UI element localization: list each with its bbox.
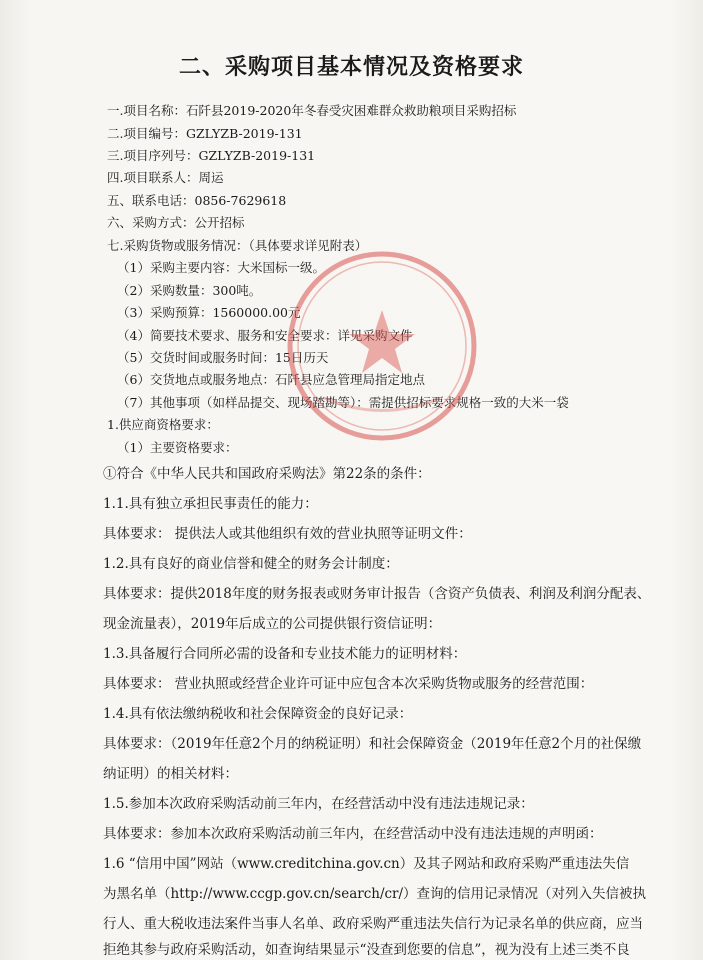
project-serial: 三.项目序列号：GZLYZB-2019-131 (107, 148, 316, 163)
req-1-4-detail-cont: 纳证明）的相关材料： (103, 766, 238, 782)
item-tech-requirements: （4）简要技术要求、服务和安全要求：详见采购文件 (117, 328, 413, 343)
procurement-method: 六、采购方式：公开招标 (107, 215, 245, 230)
req-1-5: 1.5.参加本次政府采购活动前三年内，在经营活动中没有违法违规记录： (103, 796, 534, 812)
req-1-1-detail: 具体要求： 提供法人或其他组织有效的营业执照等证明文件： (103, 526, 472, 542)
contact-phone: 五、联系电话：0856-7629618 (107, 193, 287, 208)
req-1-1: 1.1.具有独立承担民事责任的能力： (103, 496, 318, 512)
req-1-6-cont-2: 行人、重大税收违法案件当事人名单、政府采购严重违法失信行为记录名单的供应商，应当 (103, 916, 643, 932)
supplier-qualification-heading: 1.供应商资格要求： (107, 417, 219, 432)
req-1-6-cont-3: 拒绝其参与政府采购活动，如查询结果显示“没查到您要的信息”，视为没有上述三类不良 (103, 942, 630, 958)
item-other: （7）其他事项（如样品提交、现场踏勘等）：需提供招标要求规格一致的大米一袋 (117, 395, 569, 410)
project-name: 一.项目名称：石阡县2019-2020年冬春受灾困难群众救助粮项目采购招标 (107, 103, 517, 118)
req-1-2: 1.2.具有良好的商业信誉和健全的财务会计制度： (103, 556, 399, 572)
req-1-4-detail: 具体要求：（2019年任意2个月的纳税证明）和社会保障资金（2019年任意2个月的社保缴 (103, 736, 642, 752)
project-number: 二.项目编号：GZLYZB-2019-131 (107, 126, 303, 141)
req-1-2-detail-cont: 现金流量表），2019年后成立的公司提供银行资信证明： (103, 616, 442, 632)
req-1-3-detail: 具体要求： 营业执照或经营企业许可证中应包含本次采购货物或服务的经营范围： (103, 676, 594, 692)
req-1-6-cont-1: 为黑名单（http://www.ccgp.gov.cn/search/cr/）查询的信用记录情况（对列入失信被执 (103, 886, 647, 902)
item-main-content: （1）采购主要内容：大米国标一级。 (117, 260, 325, 275)
item-delivery-time: （5）交货时间或服务时间：15日历天 (117, 350, 329, 365)
page-title: 二、采购项目基本情况及资格要求 (178, 54, 524, 80)
req-1-2-detail: 具体要求：提供2018年度的财务报表或财务审计报告（含资产负债表、利润及利润分配表、 (103, 586, 651, 602)
goods-services-heading: 七.采购货物或服务情况：（具体要求详见附表） (107, 238, 368, 253)
req-1-6: 1.6 “信用中国”网站（www.creditchina.gov.cn）及其子网站和政府采购严重违法失信 (103, 856, 630, 872)
qualification-1: ①符合《中华人民共和国政府采购法》第22条的条件： (103, 466, 431, 482)
project-contact: 四.项目联系人：周运 (107, 170, 224, 185)
item-delivery-location: （6）交货地点或服务地点：石阡县应急管理局指定地点 (117, 372, 425, 387)
item-quantity: （2）采购数量：300吨。 (117, 283, 262, 298)
req-1-5-detail: 具体要求：参加本次政府采购活动前三年内，在经营活动中没有违法违规的声明函： (103, 826, 603, 842)
official-seal-stamp (284, 248, 480, 444)
req-1-4: 1.4.具有依法缴纳税收和社会保障资金的良好记录： (103, 706, 413, 722)
req-1-3: 1.3.具备履行合同所必需的设备和专业技术能力的证明材料： (103, 646, 467, 662)
item-budget: （3）采购预算：1560000.00元 (117, 305, 301, 320)
main-qualification-heading: （1）主要资格要求： (117, 440, 238, 455)
